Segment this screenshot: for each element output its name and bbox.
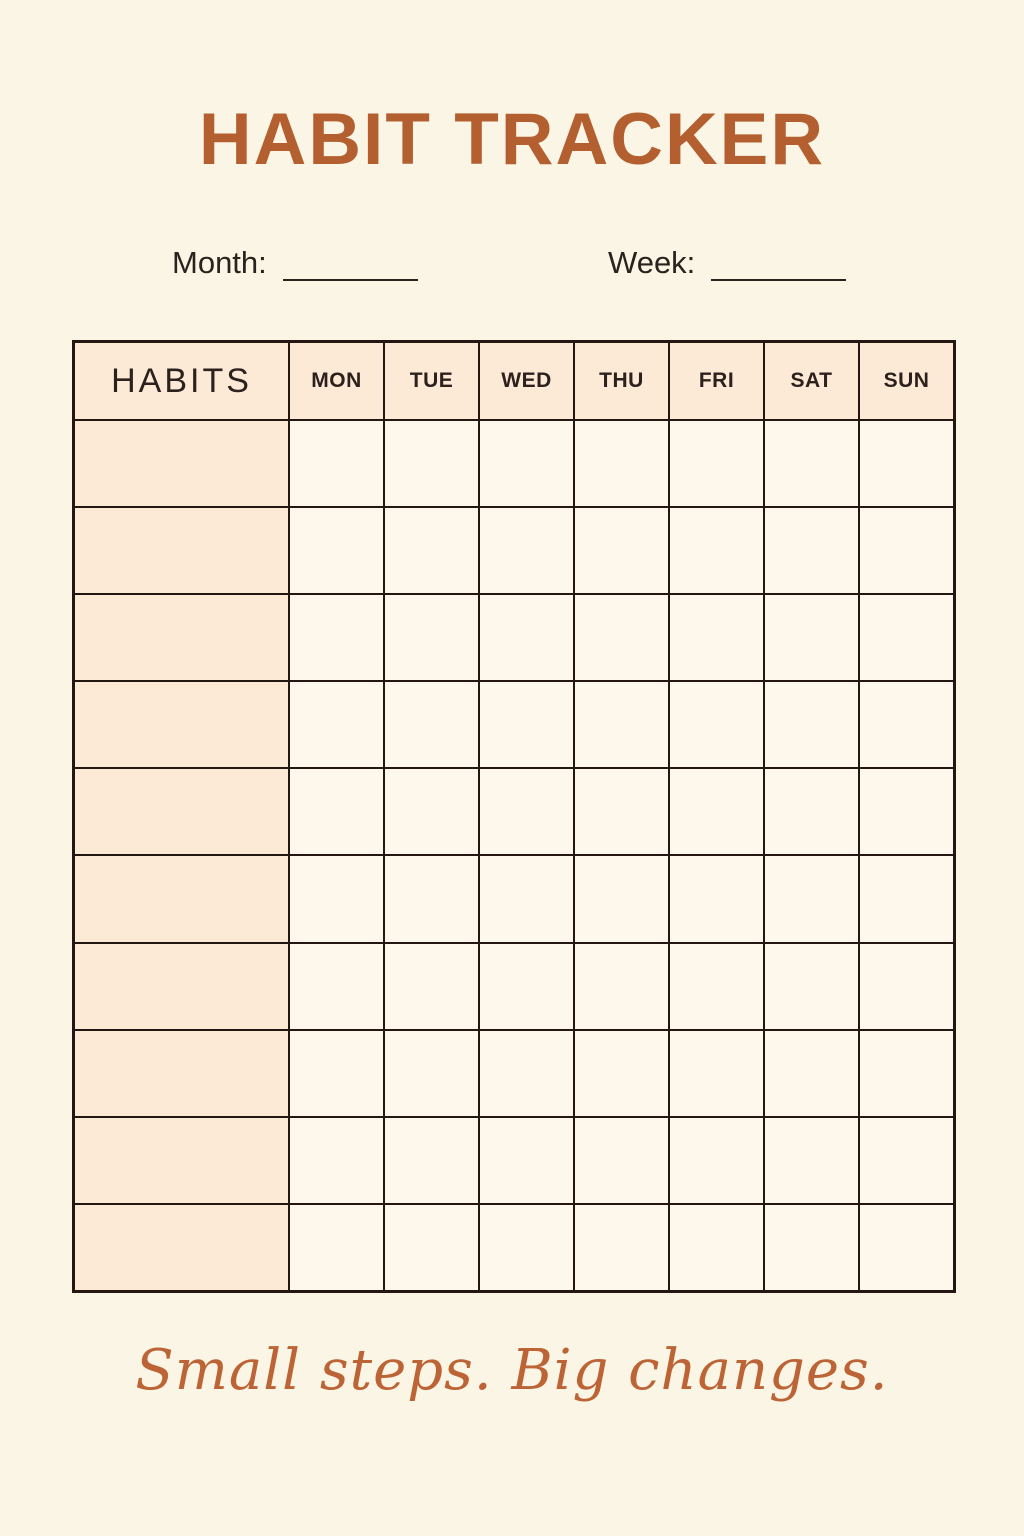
day-cell-row7-sun[interactable] [860, 944, 953, 1029]
day-cell-row5-fri[interactable] [670, 769, 763, 854]
week-blank-line[interactable] [711, 249, 846, 281]
day-cell-row7-fri[interactable] [670, 944, 763, 1029]
habit-name-cell-row5[interactable] [75, 769, 288, 854]
day-cell-row2-fri[interactable] [670, 508, 763, 593]
day-cell-row8-tue[interactable] [385, 1031, 478, 1116]
day-cell-row9-sat[interactable] [765, 1118, 858, 1203]
day-cell-row2-sun[interactable] [860, 508, 953, 593]
day-cell-row5-sat[interactable] [765, 769, 858, 854]
day-column-header-fri: FRI [670, 343, 763, 419]
habit-name-cell-row1[interactable] [75, 421, 288, 506]
day-cell-row4-wed[interactable] [480, 682, 573, 767]
day-cell-row7-wed[interactable] [480, 944, 573, 1029]
month-label: Month: [172, 245, 267, 280]
day-cell-row1-tue[interactable] [385, 421, 478, 506]
day-cell-row1-wed[interactable] [480, 421, 573, 506]
day-cell-row4-tue[interactable] [385, 682, 478, 767]
habit-name-cell-row9[interactable] [75, 1118, 288, 1203]
month-field [172, 244, 418, 281]
day-cell-row3-fri[interactable] [670, 595, 763, 680]
day-cell-row3-sun[interactable] [860, 595, 953, 680]
habits-column-header: HABITS [75, 343, 288, 419]
habit-name-cell-row7[interactable] [75, 944, 288, 1029]
day-cell-row10-sun[interactable] [860, 1205, 953, 1290]
day-cell-row4-sat[interactable] [765, 682, 858, 767]
day-cell-row3-wed[interactable] [480, 595, 573, 680]
habit-name-cell-row8[interactable] [75, 1031, 288, 1116]
day-cell-row2-mon[interactable] [290, 508, 383, 593]
day-cell-row6-sun[interactable] [860, 856, 953, 941]
day-column-header-sun: SUN [860, 343, 953, 419]
day-cell-row4-sun[interactable] [860, 682, 953, 767]
day-cell-row8-fri[interactable] [670, 1031, 763, 1116]
day-cell-row9-thu[interactable] [575, 1118, 668, 1203]
day-cell-row6-sat[interactable] [765, 856, 858, 941]
habit-name-cell-row4[interactable] [75, 682, 288, 767]
day-cell-row4-mon[interactable] [290, 682, 383, 767]
page-title: HABIT TRACKER [198, 99, 826, 180]
day-cell-row3-mon[interactable] [290, 595, 383, 680]
day-cell-row5-tue[interactable] [385, 769, 478, 854]
tagline: Small steps. Big changes. [135, 1338, 889, 1403]
day-cell-row8-wed[interactable] [480, 1031, 573, 1116]
day-cell-row4-thu[interactable] [575, 682, 668, 767]
day-cell-row2-tue[interactable] [385, 508, 478, 593]
day-cell-row6-fri[interactable] [670, 856, 763, 941]
day-cell-row9-wed[interactable] [480, 1118, 573, 1203]
day-cell-row3-tue[interactable] [385, 595, 478, 680]
day-cell-row5-mon[interactable] [290, 769, 383, 854]
day-cell-row3-sat[interactable] [765, 595, 858, 680]
day-cell-row1-fri[interactable] [670, 421, 763, 506]
day-cell-row9-sun[interactable] [860, 1118, 953, 1203]
day-column-header-wed: WED [480, 343, 573, 419]
day-column-header-thu: THU [575, 343, 668, 419]
day-cell-row10-fri[interactable] [670, 1205, 763, 1290]
day-cell-row8-thu[interactable] [575, 1031, 668, 1116]
day-column-header-tue: TUE [385, 343, 478, 419]
day-cell-row8-sat[interactable] [765, 1031, 858, 1116]
day-cell-row5-thu[interactable] [575, 769, 668, 854]
day-cell-row6-mon[interactable] [290, 856, 383, 941]
habit-name-cell-row3[interactable] [75, 595, 288, 680]
day-cell-row10-tue[interactable] [385, 1205, 478, 1290]
day-cell-row8-sun[interactable] [860, 1031, 953, 1116]
day-cell-row6-wed[interactable] [480, 856, 573, 941]
habit-name-cell-row6[interactable] [75, 856, 288, 941]
day-cell-row9-fri[interactable] [670, 1118, 763, 1203]
day-cell-row2-wed[interactable] [480, 508, 573, 593]
day-cell-row1-sat[interactable] [765, 421, 858, 506]
day-cell-row6-thu[interactable] [575, 856, 668, 941]
week-field [608, 244, 846, 281]
day-cell-row7-thu[interactable] [575, 944, 668, 1029]
day-cell-row6-tue[interactable] [385, 856, 478, 941]
day-cell-row9-mon[interactable] [290, 1118, 383, 1203]
day-cell-row10-sat[interactable] [765, 1205, 858, 1290]
day-cell-row9-tue[interactable] [385, 1118, 478, 1203]
day-cell-row5-sun[interactable] [860, 769, 953, 854]
day-cell-row10-wed[interactable] [480, 1205, 573, 1290]
day-cell-row1-sun[interactable] [860, 421, 953, 506]
day-cell-row2-sat[interactable] [765, 508, 858, 593]
day-cell-row7-sat[interactable] [765, 944, 858, 1029]
fields-row [0, 244, 1024, 292]
day-cell-row10-mon[interactable] [290, 1205, 383, 1290]
day-cell-row8-mon[interactable] [290, 1031, 383, 1116]
day-cell-row10-thu[interactable] [575, 1205, 668, 1290]
day-cell-row7-mon[interactable] [290, 944, 383, 1029]
day-cell-row1-mon[interactable] [290, 421, 383, 506]
day-column-header-mon: MON [290, 343, 383, 419]
month-blank-line[interactable] [283, 249, 418, 281]
day-cell-row7-tue[interactable] [385, 944, 478, 1029]
habit-name-cell-row10[interactable] [75, 1205, 288, 1290]
habit-name-cell-row2[interactable] [75, 508, 288, 593]
day-cell-row2-thu[interactable] [575, 508, 668, 593]
day-cell-row4-fri[interactable] [670, 682, 763, 767]
day-cell-row1-thu[interactable] [575, 421, 668, 506]
day-cell-row3-thu[interactable] [575, 595, 668, 680]
week-label: Week: [608, 245, 696, 280]
day-cell-row5-wed[interactable] [480, 769, 573, 854]
habit-tracker-table [72, 340, 956, 1293]
day-column-header-sat: SAT [765, 343, 858, 419]
